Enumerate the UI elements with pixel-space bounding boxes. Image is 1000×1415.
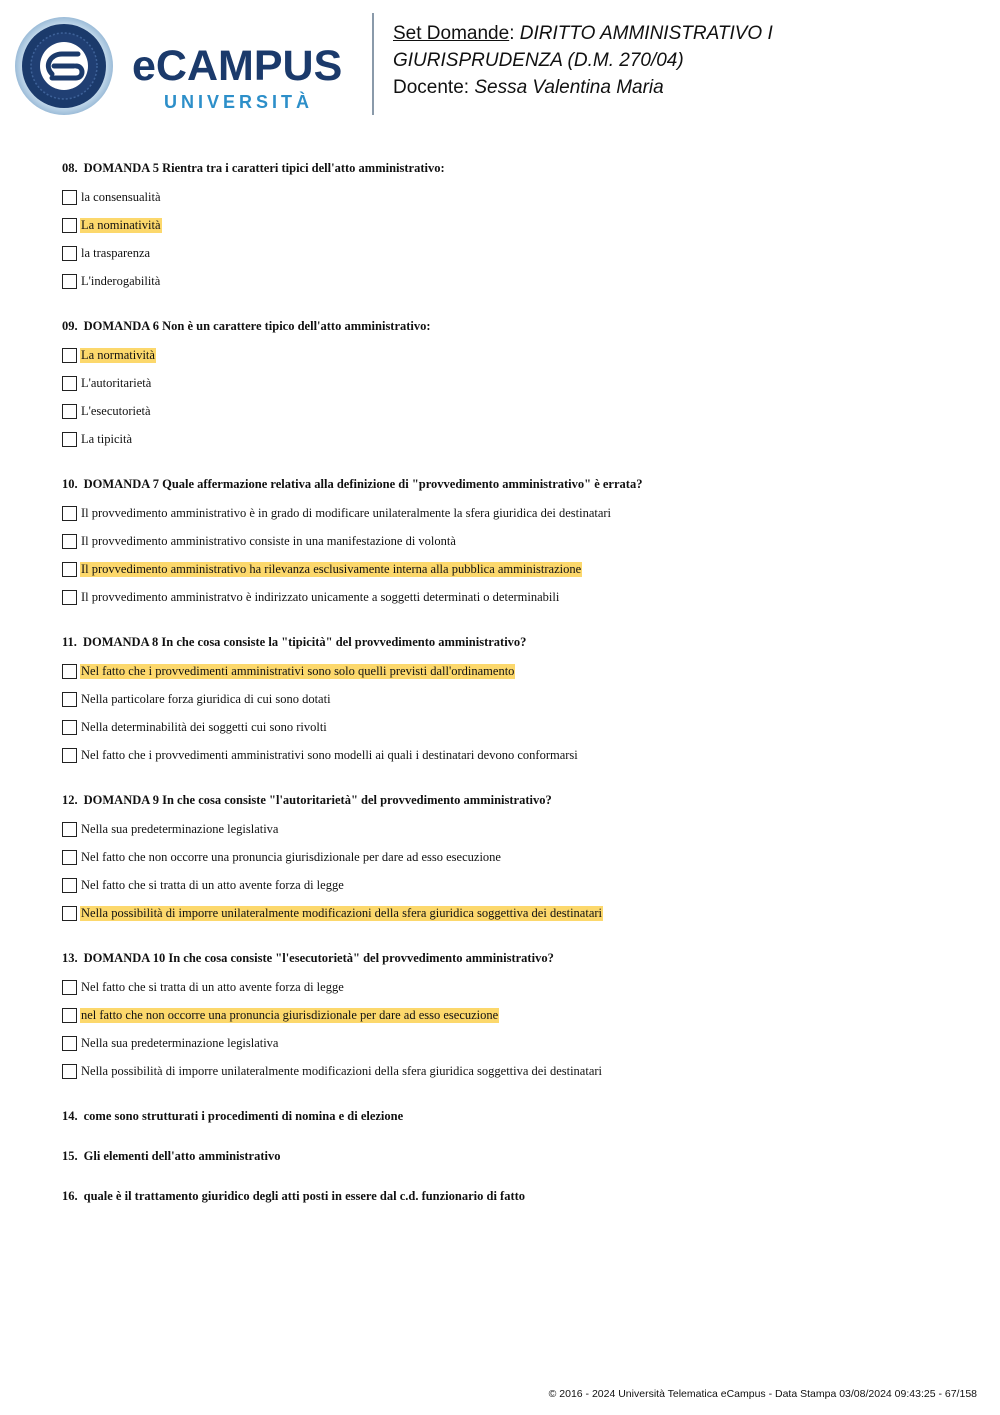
question-number: 14.: [62, 1109, 78, 1123]
answer-option-text: Nel fatto che si tratta di un atto avente forza di legge: [81, 877, 344, 892]
question-number: 16.: [62, 1189, 78, 1203]
logo-wordmark: eCAMPUS: [132, 42, 343, 90]
answer-option-text-highlighted: La normatività: [81, 347, 155, 362]
checkbox-icon[interactable]: [62, 692, 77, 707]
answer-option[interactable]: [62, 397, 962, 425]
answer-option[interactable]: [62, 1057, 962, 1085]
answer-option-text: Nella particolare forza giuridica di cui sono dotati: [81, 691, 331, 706]
answer-option[interactable]: [62, 369, 962, 397]
question-block: [62, 1148, 962, 1164]
page-footer: © 2016 - 2024 Università Telematica eCampus - Data Stampa 03/08/2024 09:43:25 - 67/158: [548, 1388, 977, 1400]
answer-option-text: Il provvedimento amministratvo è indirizzato unicamente a soggetti determinati o determinabili: [81, 589, 560, 604]
question-title: [62, 792, 962, 808]
checkbox-icon[interactable]: [62, 1008, 77, 1023]
answer-option[interactable]: [62, 815, 962, 843]
header-info: [393, 20, 983, 101]
question-block: [62, 634, 962, 769]
checkbox-icon[interactable]: [62, 404, 77, 419]
question-number: 13.: [62, 951, 78, 965]
answer-option-text-highlighted: Nel fatto che i provvedimenti amministrativi sono solo quelli previsti dall'ordinamento: [81, 663, 515, 678]
checkbox-icon[interactable]: [62, 534, 77, 549]
answer-option-text: Nella determinabilità dei soggetti cui sono rivolti: [81, 719, 327, 734]
answer-option[interactable]: [62, 555, 962, 583]
checkbox-icon[interactable]: [62, 822, 77, 837]
answer-option[interactable]: [62, 267, 962, 295]
checkbox-icon[interactable]: [62, 376, 77, 391]
question-text: quale è il trattamento giuridico degli atti posti in essere dal c.d. funzionario di fatto: [83, 1189, 526, 1203]
answer-option-text: Nella possibilità di imporre unilateralmente modificazioni della sfera giuridica soggettiva dei destinatari: [81, 1063, 603, 1078]
question-text: DOMANDA 10 In che cosa consiste "l'esecutorietà" del provvedimento amministrativo?: [83, 951, 554, 965]
answer-option-text-highlighted: La nominatività: [81, 217, 161, 232]
set-separator: :: [509, 23, 520, 44]
question-title: [62, 1108, 962, 1124]
answer-option-text: Nella sua predeterminazione legislativa: [81, 1035, 279, 1050]
answer-option[interactable]: [62, 973, 962, 1001]
answer-option[interactable]: [62, 1029, 962, 1057]
question-text: DOMANDA 6 Non è un carattere tipico dell'atto amministrativo:: [83, 319, 431, 333]
answer-option-text: L'inderogabilità: [81, 273, 161, 288]
checkbox-icon[interactable]: [62, 218, 77, 233]
question-title: [62, 318, 962, 334]
logo-subtitle: UNIVERSITÀ: [164, 92, 314, 112]
question-number: 10.: [62, 477, 78, 491]
checkbox-icon[interactable]: [62, 664, 77, 679]
answer-option-text: Nel fatto che non occorre una pronuncia giurisdizionale per dare ad esso esecuzione: [81, 849, 501, 864]
question-text: DOMANDA 9 In che cosa consiste "l'autoritarietà" del provvedimento amministrativo?: [83, 793, 552, 807]
answer-option[interactable]: [62, 871, 962, 899]
checkbox-icon[interactable]: [62, 590, 77, 605]
answer-option-text-highlighted: nel fatto che non occorre una pronuncia giurisdizionale per dare ad esso esecuzione: [81, 1007, 499, 1022]
answer-option[interactable]: [62, 527, 962, 555]
checkbox-icon[interactable]: [62, 190, 77, 205]
question-text: DOMANDA 7 Quale affermazione relativa alla definizione di "provvedimento amministrativo" è errata?: [83, 477, 643, 491]
answer-option-text: L'esecutorietà: [81, 403, 151, 418]
answer-option[interactable]: [62, 685, 962, 713]
question-number: 15.: [62, 1149, 78, 1163]
question-number: 08.: [62, 161, 78, 175]
answer-option[interactable]: [62, 239, 962, 267]
question-title: [62, 1148, 962, 1164]
question-text: Gli elementi dell'atto amministrativo: [83, 1149, 281, 1163]
question-title: [62, 1188, 962, 1204]
answer-option[interactable]: [62, 843, 962, 871]
header-divider: [372, 13, 374, 115]
answer-option[interactable]: [62, 183, 962, 211]
question-block: [62, 1188, 962, 1204]
checkbox-icon[interactable]: [62, 1064, 77, 1079]
checkbox-icon[interactable]: [62, 980, 77, 995]
answer-option[interactable]: [62, 341, 962, 369]
checkbox-icon[interactable]: [62, 432, 77, 447]
question-block: [62, 476, 962, 611]
checkbox-icon[interactable]: [62, 748, 77, 763]
question-text: DOMANDA 8 In che cosa consiste la "tipicità" del provvedimento amministrativo?: [82, 635, 527, 649]
question-block: [62, 792, 962, 927]
answer-option-text: Nella sua predeterminazione legislativa: [81, 821, 279, 836]
answer-option[interactable]: [62, 499, 962, 527]
answer-option-text: la trasparenza: [81, 245, 151, 260]
page-header: [0, 0, 1000, 130]
docente-label: Docente:: [393, 77, 475, 98]
checkbox-icon[interactable]: [62, 562, 77, 577]
answer-option-text: La tipicità: [81, 431, 133, 446]
question-title: [62, 476, 962, 492]
checkbox-icon[interactable]: [62, 246, 77, 261]
question-number: 12.: [62, 793, 78, 807]
answer-option-text: Il provvedimento amministrativo consiste in una manifestazione di volontà: [81, 533, 456, 548]
question-text: come sono strutturati i procedimenti di nomina e di elezione: [83, 1109, 404, 1123]
question-title: [62, 634, 962, 650]
answer-option[interactable]: [62, 1001, 962, 1029]
answer-option-text: Nel fatto che i provvedimenti amministrativi sono modelli ai quali i destinatari devono conformarsi: [81, 747, 578, 762]
answer-option[interactable]: [62, 425, 962, 453]
checkbox-icon[interactable]: [62, 850, 77, 865]
question-block: [62, 950, 962, 1085]
answer-option[interactable]: [62, 713, 962, 741]
header-line-3: [393, 74, 983, 101]
answer-option-text: L'autoritarietà: [81, 375, 152, 390]
checkbox-icon[interactable]: [62, 506, 77, 521]
course-name-2: GIURISPRUDENZA (D.M. 270/04): [393, 50, 684, 71]
checkbox-icon[interactable]: [62, 878, 77, 893]
question-text: DOMANDA 5 Rientra tra i caratteri tipici dell'atto amministrativo:: [83, 161, 445, 175]
docente-name: Sessa Valentina Maria: [474, 77, 664, 98]
header-line-2: [393, 47, 983, 74]
answer-option[interactable]: [62, 211, 962, 239]
checkbox-icon[interactable]: [62, 906, 77, 921]
header-line-1: [393, 20, 983, 47]
answer-option-text-highlighted: Il provvedimento amministrativo ha rilevanza esclusivamente interna alla pubblica amministrazione: [81, 561, 582, 576]
answer-option[interactable]: [62, 657, 962, 685]
ecampus-logo: [14, 16, 359, 116]
course-name-1: DIRITTO AMMINISTRATIVO I: [519, 23, 773, 44]
answer-option[interactable]: [62, 583, 962, 611]
question-title: [62, 950, 962, 966]
question-list: [62, 160, 962, 1228]
answer-option-text: Il provvedimento amministrativo è in grado di modificare unilateralmente la sfera giuridica dei destinatari: [81, 505, 612, 520]
answer-option[interactable]: [62, 741, 962, 769]
answer-option[interactable]: [62, 899, 962, 927]
question-block: [62, 1108, 962, 1124]
question-title: [62, 160, 962, 176]
question-number: 09.: [62, 319, 78, 333]
answer-option-text-highlighted: Nella possibilità di imporre unilateralmente modificazioni della sfera giuridica soggettiva dei destinatari: [81, 905, 603, 920]
question-block: [62, 318, 962, 453]
answer-option-text: la consensualità: [81, 189, 161, 204]
checkbox-icon[interactable]: [62, 274, 77, 289]
question-number: 11.: [62, 635, 77, 649]
set-label: Set Domande: [393, 23, 510, 44]
checkbox-icon[interactable]: [62, 348, 77, 363]
answer-option-text: Nel fatto che si tratta di un atto avente forza di legge: [81, 979, 344, 994]
checkbox-icon[interactable]: [62, 720, 77, 735]
checkbox-icon[interactable]: [62, 1036, 77, 1051]
question-block: [62, 160, 962, 295]
